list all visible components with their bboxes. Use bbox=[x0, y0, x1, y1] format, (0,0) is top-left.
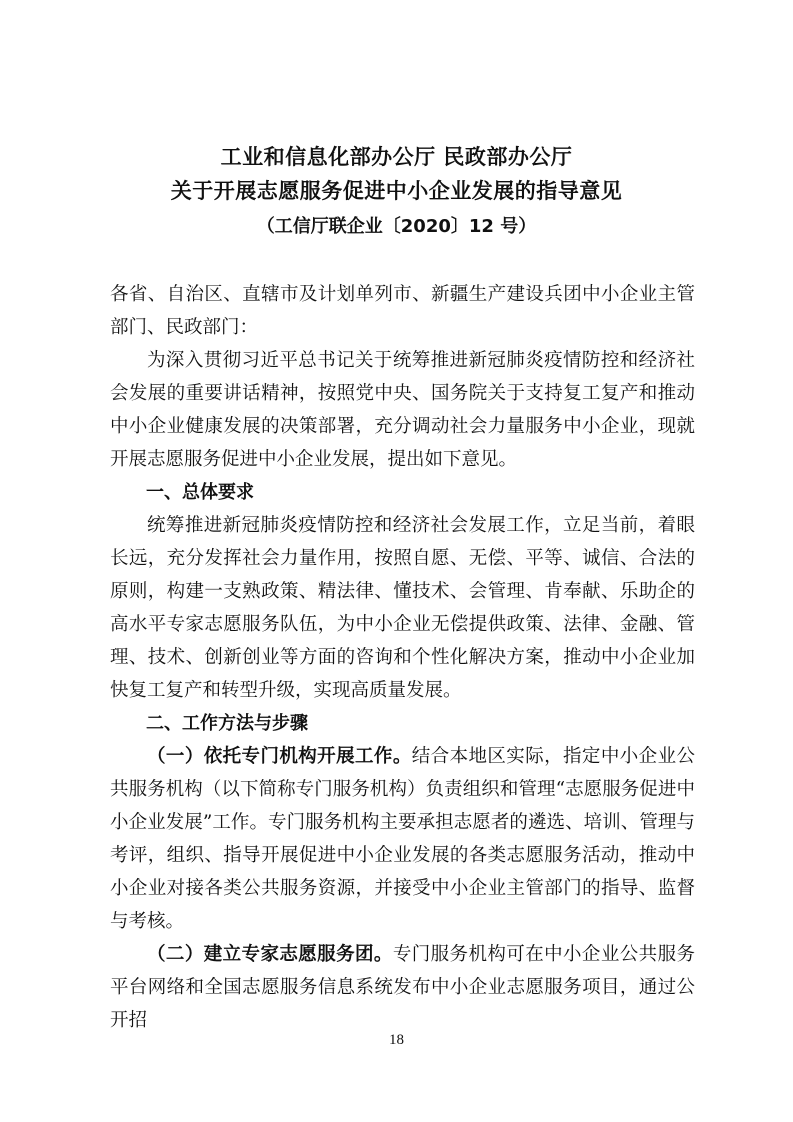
document-body bbox=[110, 278, 695, 1037]
intro-paragraph: 为深入贯彻习近平总书记关于统筹推进新冠肺炎疫情防控和经济社会发展的重要讲话精神，按照党中央、国务院关于支持复工复产和推动中小企业健康发展的决策部署，充分调动社会力量服务中小企业，现就开展志愿服务促进中小企业发展，提出如下意见。 bbox=[110, 350, 695, 470]
section-heading-methods-steps: 二、工作方法与步骤 bbox=[146, 713, 308, 734]
document-title-block bbox=[0, 140, 793, 244]
item-2-heading: （二）建立专家志愿服务团。 bbox=[147, 944, 393, 965]
item-1-paragraph bbox=[110, 740, 695, 938]
item-2-paragraph bbox=[110, 938, 695, 1037]
item-2-text: 专门服务机构可在中小企业公共服务平台网络和全国志愿服务信息系统发布中小企业志愿服务项目，通过公开招 bbox=[110, 944, 695, 1031]
general-requirements-paragraph: 统筹推进新冠肺炎疫情防控和经济社会发展工作，立足当前，着眼长远，充分发挥社会力量作用，按照自愿、无偿、平等、诚信、合法的原则，构建一支熟政策、精法律、懂技术、会管理、肯奉献、乐助企的高水平专家志愿服务队伍，为中小企业无偿提供政策、法律、金融、管理、技术、创新创业等方面的咨询和个性化解决方案，推动中小企业加快复工复产和转型升级，实现高质量发展。 bbox=[110, 515, 695, 701]
section-heading-general-requirements: 一、总体要求 bbox=[146, 482, 254, 503]
title-issuing-offices: 工业和信息化部办公厅 民政部办公厅 bbox=[220, 144, 573, 169]
item-1-heading: （一）依托专门机构开展工作。 bbox=[147, 746, 412, 767]
item-1-text: 结合本地区实际，指定中小企业公共服务机构（以下简称专门服务机构）负责组织和管理“志愿服务促进中小企业发展”工作。专门服务机构主要承担志愿者的遴选、培训、管理与考评，组织、指导开展促进中小企业发展的各类志愿服务活动，推动中小企业对接各类公共服务资源，并接受中小企业主管部门的指导、监督与考核。 bbox=[110, 746, 695, 932]
title-subject: 关于开展志愿服务促进中小企业发展的指导意见 bbox=[170, 178, 623, 203]
document-number: （工信厅联企业〔2020〕12 号） bbox=[256, 216, 537, 237]
page-number: 18 bbox=[389, 1032, 404, 1048]
addressee: 各省、自治区、直辖市及计划单列市、新疆生产建设兵团中小企业主管部门、民政部门： bbox=[110, 284, 695, 338]
